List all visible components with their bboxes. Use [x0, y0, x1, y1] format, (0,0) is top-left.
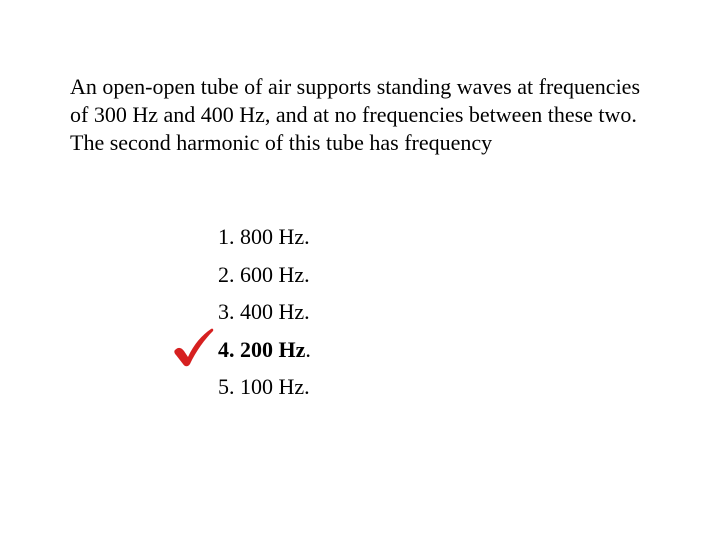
choice-2-label: 2. 600 Hz.: [218, 261, 310, 287]
choice-5: [218, 370, 311, 408]
choice-4-label: .: [305, 336, 311, 362]
choice-4-bold: 4. 200 Hz: [218, 336, 306, 362]
answer-choices: [218, 220, 311, 408]
choice-3-label: 3. 400 Hz.: [218, 299, 310, 324]
choice-2: [218, 258, 311, 296]
checkmark-icon: [172, 326, 214, 368]
choice-3: [218, 295, 311, 333]
choice-1: [218, 220, 311, 258]
choice-1-label: 1. 800 Hz.: [218, 224, 310, 249]
choice-4: [218, 333, 311, 371]
question-text: An open-open tube of air supports standing waves at frequencies of 300 Hz and 400 Hz, and at no frequencies between these two. The second harmonic of this tube has frequency: [70, 74, 641, 155]
choice-5-label: 5. 100 Hz.: [218, 374, 310, 399]
